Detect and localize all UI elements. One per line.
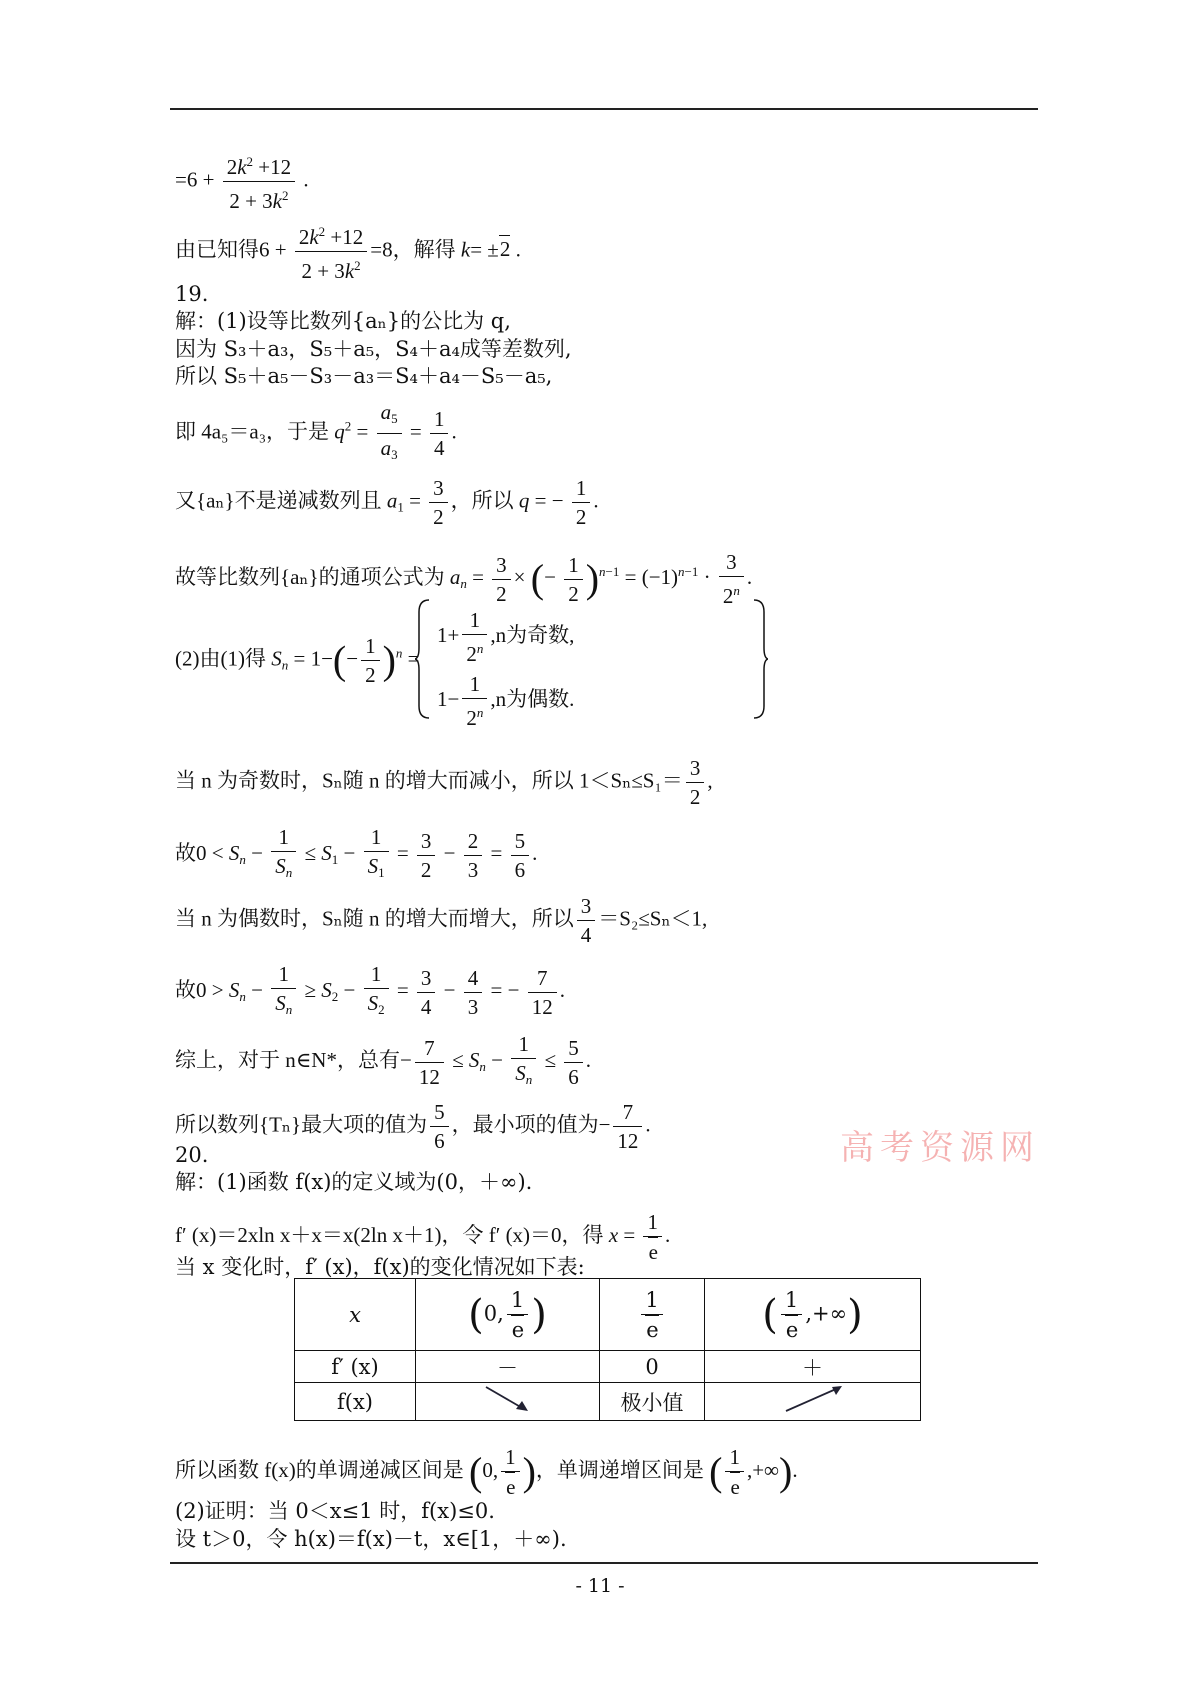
table-cell: 极小值 [600, 1383, 705, 1421]
decreasing-arrow-icon [478, 1383, 538, 1415]
table-row [295, 1383, 921, 1421]
right-brace-icon [752, 598, 768, 720]
solution-line: 故$0 > S_n$ − $\frac{1}{S_n}$ ≥ $S_2$ − $\frac{1}{S_2}$ = $\frac{3}{4}$ − $\frac{4}{3}$ = − $\frac{7}{12}$ . [175, 962, 565, 1019]
solution-line-piecewise: (2)由(1)得 $S_n = 1-(-$ $\frac{1}{2}$ )$^n$ = [175, 634, 420, 687]
solution-line: 故等比数列{aₙ}的通项公式为 $a_n$ = $\frac{3}{2}$ × (− $\frac{1}{2}$ )$^{n-1} = (-1)^{n-1}$ · $\frac{3}{2^n}$ . [175, 550, 753, 608]
page-number: - 11 - [575, 1575, 625, 1597]
solution-line: 即 4a₅＝a₃，于是 $q^2$ = $\frac{a_5}{a_3}$ = $\frac{1}{4}$ . [175, 400, 457, 462]
solution-line: 所以数列{Tₙ}最大项的值为 $\frac{5}{6}$ ，最小项的值为− $\frac{7}{12}$ . [175, 1100, 651, 1153]
question-19-label: 19. [175, 282, 209, 306]
header-rule [170, 108, 1038, 110]
solution-line: 解：(1)函数 f(x)的定义域为(0，＋∞). [175, 1170, 533, 1194]
solution-line: 设 t＞0，令 h(x)＝f(x)－t，x∈[1，＋∞). [175, 1527, 567, 1551]
watermark: 高考资源网 [840, 1128, 1040, 1168]
increasing-arrow-icon [778, 1383, 848, 1415]
solution-line: 当 n 为奇数时，Sₙ随 n 的增大而减小，所以 1＜Sₙ≤S₁＝ $\frac{3}{2}$ , [175, 756, 713, 809]
solution-line: 解：(1)设等比数列{aₙ}的公比为 q, [175, 309, 511, 333]
solution-line: 又{aₙ}不是递减数列且 $a_1$ = $\frac{3}{2}$ ，所以 q = − $\frac{1}{2}$ . [175, 476, 599, 529]
piecewise-case-even: 1− $\frac{1}{2^n}$ ,n为偶数. [437, 672, 575, 730]
equation-line-1: =6 + $\frac{2k^2 +12}{2 + 3k^2}$ . [175, 148, 309, 215]
solution-line: 因为 S₃＋a₃，S₅＋a₅，S₄＋a₄成等差数列, [175, 337, 572, 361]
table-cell: (0, $\frac{1}{e}$ ) [416, 1279, 600, 1351]
solution-line: 当 n 为偶数时，Sₙ随 n 的增大而增大，所以 $\frac{3}{4}$ ＝S₂≤Sₙ＜1, [175, 894, 708, 947]
table-cell [705, 1383, 921, 1421]
solution-line: 故$0 < S_n$ − $\frac{1}{S_n}$ ≤ $S_1$ − $\frac{1}{S_1}$ = $\frac{3}{2}$ − $\frac{2}{3}$ = $\frac{5}{6}$ . [175, 825, 538, 882]
equation-line-2: 由已知得6 + $\frac{2k^2 +12}{2 + 3k^2}$ =8，解得 k= ±2 . [175, 218, 521, 285]
solution-line: 所以 S₅＋a₅－S₃－a₃＝S₄＋a₄－S₅－a₅, [175, 364, 553, 388]
solution-line: (2)证明：当 0＜x≤1 时，f(x)≤0. [175, 1499, 495, 1523]
variation-table [294, 1278, 921, 1421]
table-cell: ＋ [705, 1351, 921, 1383]
solution-line: 当 x 变化时，f′ (x)，f(x)的变化情况如下表: [175, 1255, 585, 1279]
piecewise-case-odd: 1+ $\frac{1}{2^n}$ ,n为奇数, [437, 608, 575, 666]
table-cell: x [295, 1279, 416, 1351]
table-row [295, 1351, 921, 1383]
table-cell: － [416, 1351, 600, 1383]
solution-line: 所以函数 f(x)的单调递减区间是 (0, $\frac{1}{e}$ )，单调递增区间是 ( $\frac{1}{e}$ ,+∞). [175, 1445, 798, 1499]
table-cell: f′ (x) [295, 1351, 416, 1383]
solution-line: 综上，对于 n∈N*，总有− $\frac{7}{12}$ ≤ $S_n$ − $\frac{1}{S_n}$ ≤ $\frac{5}{6}$ . [175, 1032, 591, 1089]
question-20-label: 20. [175, 1143, 209, 1167]
table-cell [416, 1383, 600, 1421]
table-cell: f(x) [295, 1383, 416, 1421]
table-cell: $\frac{1}{e}$ [600, 1279, 705, 1351]
left-brace-icon [415, 598, 431, 720]
solution-line: f′ (x)＝2xln x＋x＝x(2ln x＋1)，令 f′ (x)＝0，得 x = $\frac{1}{e}$ . [175, 1210, 671, 1264]
table-cell: 0 [600, 1351, 705, 1383]
table-row [295, 1279, 921, 1351]
table-cell: ( $\frac{1}{e}$ ,+∞) [705, 1279, 921, 1351]
footer-rule [170, 1562, 1038, 1564]
